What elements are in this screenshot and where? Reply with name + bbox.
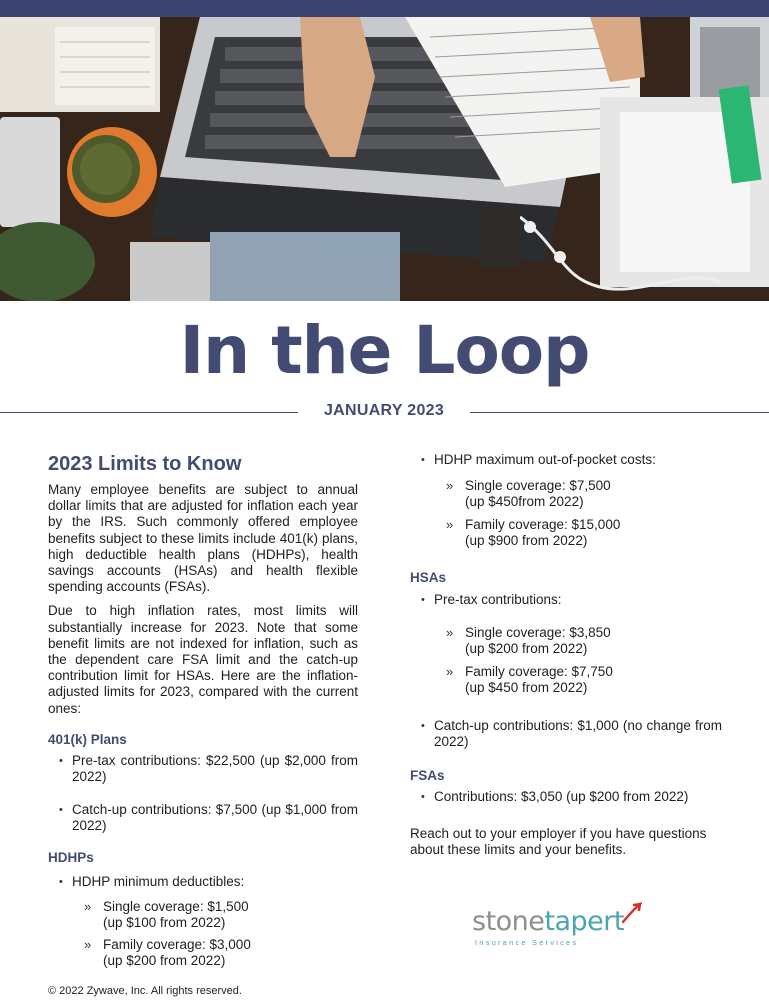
hsas-heading: HSAs	[410, 570, 447, 586]
sub-item-line: » Family coverage: $3,000	[103, 937, 251, 953]
sub-item-line: » Single coverage: $7,500	[465, 478, 611, 494]
sub-item-line: » Family coverage: $15,000	[465, 516, 621, 532]
date-divider	[0, 400, 769, 426]
fsas-heading: FSAs	[410, 768, 445, 784]
logo-wordmark-part2: tapert	[544, 906, 624, 937]
sub-item-line: (up $200 from 2022)	[465, 641, 588, 657]
hdhps-sub-list	[48, 899, 358, 970]
sub-list-item	[48, 899, 358, 931]
inflation-paragraph: Due to high inflation rates, most limits will substantially increase for 2023. Note that some benefit limits are not indexed for inflation, such as the dependent care FSA limit and the catch-up contribution limit for HSAs. Here are the inflation-adjusted limits for 2023, compared with the current ones:	[48, 603, 358, 716]
sub-list-item	[410, 664, 722, 696]
hsas-list	[410, 592, 722, 608]
sub-item-line: » Single coverage: $3,850	[465, 625, 611, 641]
top-color-band	[0, 0, 769, 17]
sub-item-line: (up $900 from 2022)	[465, 532, 588, 548]
list-item: • Catch-up contributions: $7,500 (up $1,000 from 2022)	[48, 802, 358, 834]
list-item: • HDHP maximum out-of-pocket costs:	[410, 452, 722, 468]
sub-list-item	[410, 478, 722, 510]
newsletter-title: In the Loop	[179, 312, 590, 389]
intro-paragraph: Many employee benefits are subject to annual dollar limits that are adjusted for inflation each year by the IRS. Such commonly offered employee benefits subject to these limits include 401(k) plans, high deductible health plans (HDHPs), health savings accounts (HSAs) and health flexible spending accounts (FSAs).	[48, 482, 358, 595]
stonetapert-logo	[472, 902, 652, 952]
logo-tagline: Insurance Services	[475, 938, 579, 947]
list-item: • Pre-tax contributions: $22,500 (up $2,000 from 2022)	[48, 753, 358, 785]
left-column	[48, 452, 358, 970]
sub-item-line: (up $450 from 2022)	[465, 679, 588, 695]
401k-list	[48, 753, 358, 835]
section-heading: 2023 Limits to Know	[48, 453, 242, 475]
logo-wordmark-part1: stone	[472, 906, 545, 937]
401k-heading: 401(k) Plans	[48, 731, 127, 747]
hdhps-list	[48, 874, 358, 890]
desk-laptop-photo	[0, 17, 769, 301]
closing-paragraph: Reach out to your employer if you have questions about these limits and your benefits.	[410, 825, 707, 857]
list-item: • Catch-up contributions: $1,000 (no change from 2022)	[410, 718, 722, 750]
right-column	[410, 452, 722, 858]
logo-swoosh-icon	[622, 902, 642, 924]
list-item: • Pre-tax contributions:	[410, 592, 722, 608]
sub-item-line: » Family coverage: $7,750	[465, 663, 613, 679]
hsas-catchup-list	[410, 718, 722, 750]
logo-wordmark	[472, 906, 624, 938]
oop-sub-list	[410, 478, 722, 549]
sub-list-item	[48, 937, 358, 969]
hdhps-heading: HDHPs	[48, 849, 94, 865]
divider-line-left	[0, 412, 298, 413]
sub-list-item	[410, 625, 722, 657]
hsas-sub-list	[410, 625, 722, 696]
fsas-list	[410, 789, 722, 805]
sub-item-line: » Single coverage: $1,500	[103, 898, 249, 914]
copyright-notice: © 2022 Zywave, Inc. All rights reserved.	[48, 985, 242, 997]
list-item: • Contributions: $3,050 (up $200 from 2022)	[410, 789, 722, 805]
sub-list-item	[410, 517, 722, 549]
issue-date: JANUARY 2023	[323, 402, 445, 419]
list-item: • HDHP minimum deductibles:	[48, 874, 358, 890]
sub-item-line: (up $450from 2022)	[465, 494, 584, 510]
sub-item-line: (up $100 from 2022)	[103, 915, 226, 931]
oop-list	[410, 452, 722, 468]
sub-item-line: (up $200 from 2022)	[103, 953, 226, 969]
divider-line-right	[470, 412, 769, 413]
